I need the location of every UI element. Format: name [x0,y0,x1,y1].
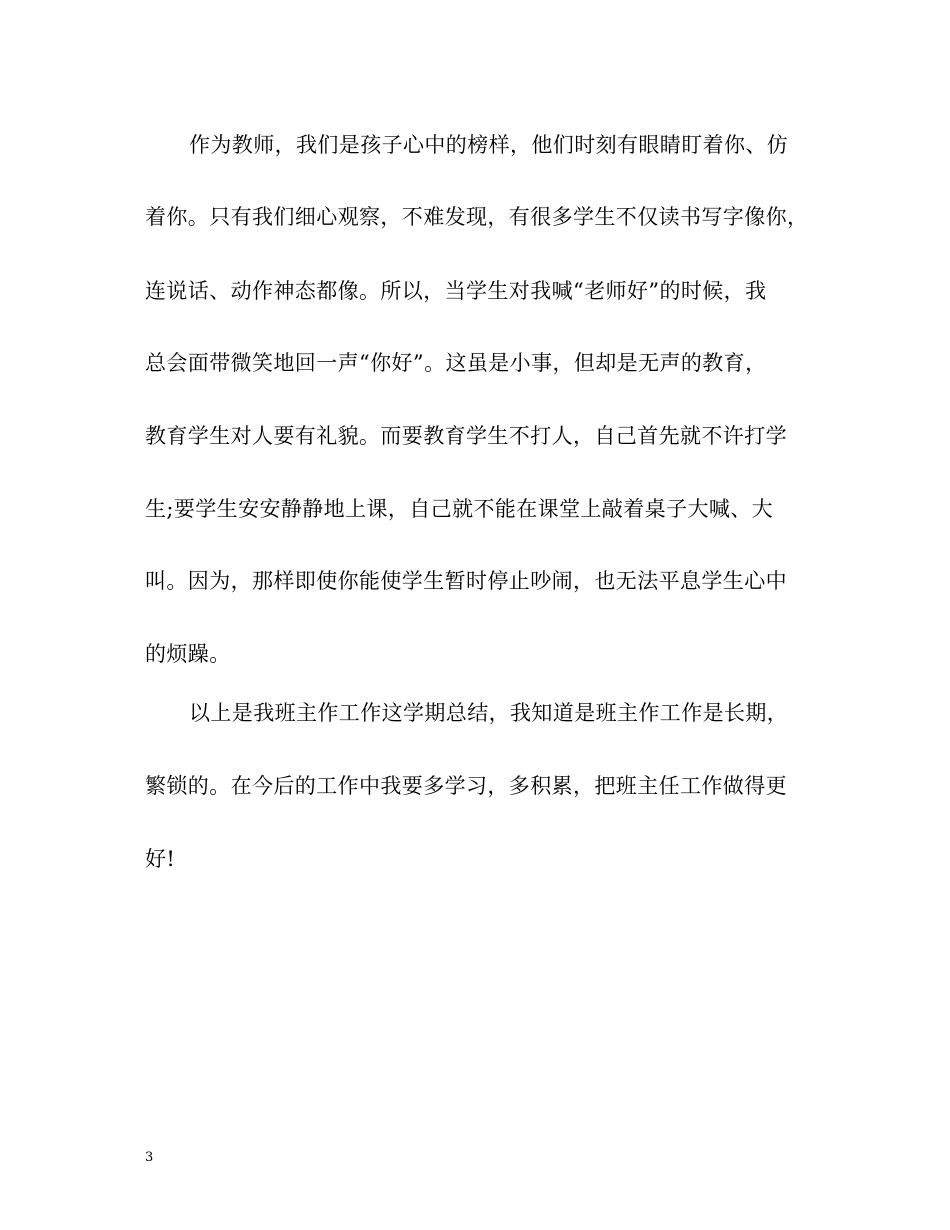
paragraph-2-line-3: 好! [145,847,176,871]
paragraph-1-line-2: 着你。只有我们细心观察，不难发现，有很多学生不仅读书写字像你， [145,205,809,229]
paragraph-1-line-3: 连说话、动作神态都像。所以，当学生对我喊“老师好”的时候，我 [145,279,767,303]
paragraph-1-line-5: 教育学生对人要有礼貌。而要教育学生不打人，自己首先就不许打学 [145,424,787,448]
paragraph-2-line-2: 繁锁的。在今后的工作中我要多学习，多积累，把班主任工作做得更 [145,774,787,798]
paragraph-1-line-6: 生;要学生安安静静地上课，自己就不能在课堂上敲着桌子大喊、大 [145,497,774,521]
paragraph-2-line-1: 以上是我班主作工作这学期总结，我知道是班主作工作是长期， [189,701,789,725]
paragraph-1-line-4: 总会面带微笑地回一声“你好”。这虽是小事，但却是无声的教育， [145,351,767,375]
paragraph-1-line-7: 叫。因为，那样即使你能使学生暂时停止吵闹，也无法平息学生心中 [145,569,787,593]
paragraph-1-line-1: 作为教师，我们是孩子心中的榜样，他们时刻有眼睛盯着你、仿 [189,133,789,157]
page-number: 3 [145,1150,154,1165]
paragraph-1-line-8: 的烦躁。 [145,642,231,666]
